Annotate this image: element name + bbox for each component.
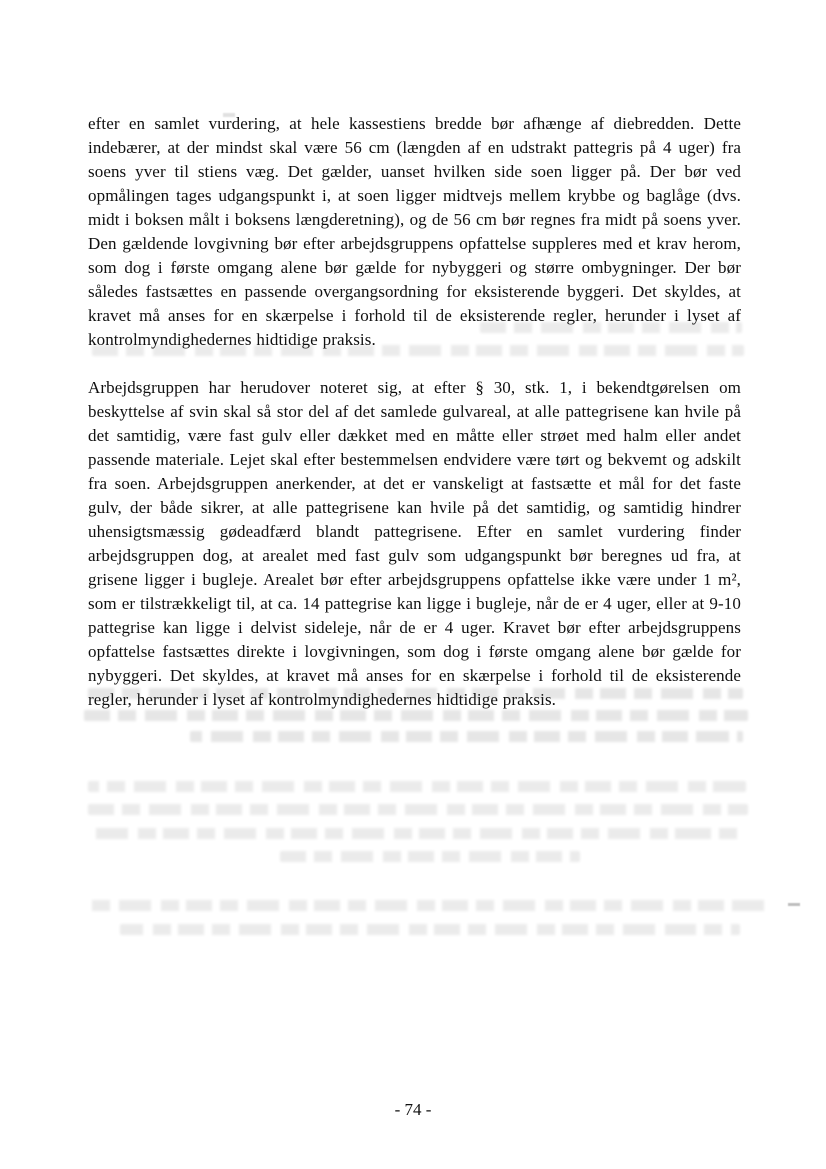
bleed-through-line [88,781,746,792]
bleed-through-line [190,731,743,742]
bleed-through-line [88,804,748,815]
bleed-through-line [120,924,740,935]
bleed-through-line [92,345,744,356]
bleed-through-line [88,900,768,911]
paragraph: efter en samlet vurdering, at hele kassestiens bredde bør afhænge af diebredden. Dette indebærer, at der mindst skal være 56 cm (længden af en udstrakt pattegris på 4 uger) fra soens yver til stiens væg. Det gælder, uanset hvilken side soen ligger på. Der bør ved opmålingen tages udgangspunkt i, at soen ligger midtvejs mellem krybbe og baglåge (dvs. midt i boksen målt i boksens længderetning), og de 56 cm bør regnes fra midt på soens yver. Den gældende lovgivning bør efter arbejdsgruppens opfattelse suppleres med et krav herom, som dog i første omgang alene bør gælde for nybyggeri og større ombygninger. Der bør således fastsættes en passende overgangsordning for eksisterende byggeri. Det skyldes, at kravet må anses for en skærpelse i forhold til de eksisterende regler, herunder i lyset af kontrolmyndighedernes hidtidige praksis. [88,114,741,349]
scan-artifact-dash [788,903,800,906]
bleed-through-line [280,851,580,862]
bleed-through-line [88,688,743,699]
paragraph: Arbejdsgruppen har herudover noteret sig, at efter § 30, stk. 1, i bekendtgørelsen om beskyttelse af svin skal så stor del af det samlede gulvareal, at alle pattegrisene kan hvile på det samtidig, være fast gulv eller dækket med en måtte eller strøet med halm eller andet passende materiale. Lejet skal efter bestemmelsen endvidere være tørt og bekvemt og adskilt fra soen. Arbejdsgruppen anerkender, at det er vanskeligt at fastsætte et mål for det faste gulv, der både sikrer, at alle pattegrisene kan hvile på det samtidig, og samtidig hindrer uhensigtsmæssig gødeadfærd blandt pattegrisene. Efter en samlet vurdering finder arbejdsgruppen dog, at arealet med fast gulv som udgangspunkt bør beregnes ud fra, at grisene ligger i bugleje. Arealet bør efter arbejdsgruppens opfattelse ikke være under 1 m², som er tilstrækkeligt til, at ca. 14 pattegrise kan ligge i bugleje, når de er 4 uger, eller at 9-10 pattegrise kan ligge i delvist sideleje, når de er 4 uger. Kravet bør efter arbejdsgruppens opfattelse fastsættes direkte i lovgivningen, som dog i første omgang alene bør gælde for nybyggeri. Det skyldes, at kravet må anses for en skærpelse i forhold til de eksisterende regler, herunder i lyset af kontrolmyndighedernes hidtidige praksis. [88,378,741,709]
bleed-through-line [480,322,742,333]
bleed-through-line [84,710,748,721]
page-number: - 74 - [394,1100,432,1119]
body-text-block [88,112,741,736]
bleed-through-line [90,828,740,839]
